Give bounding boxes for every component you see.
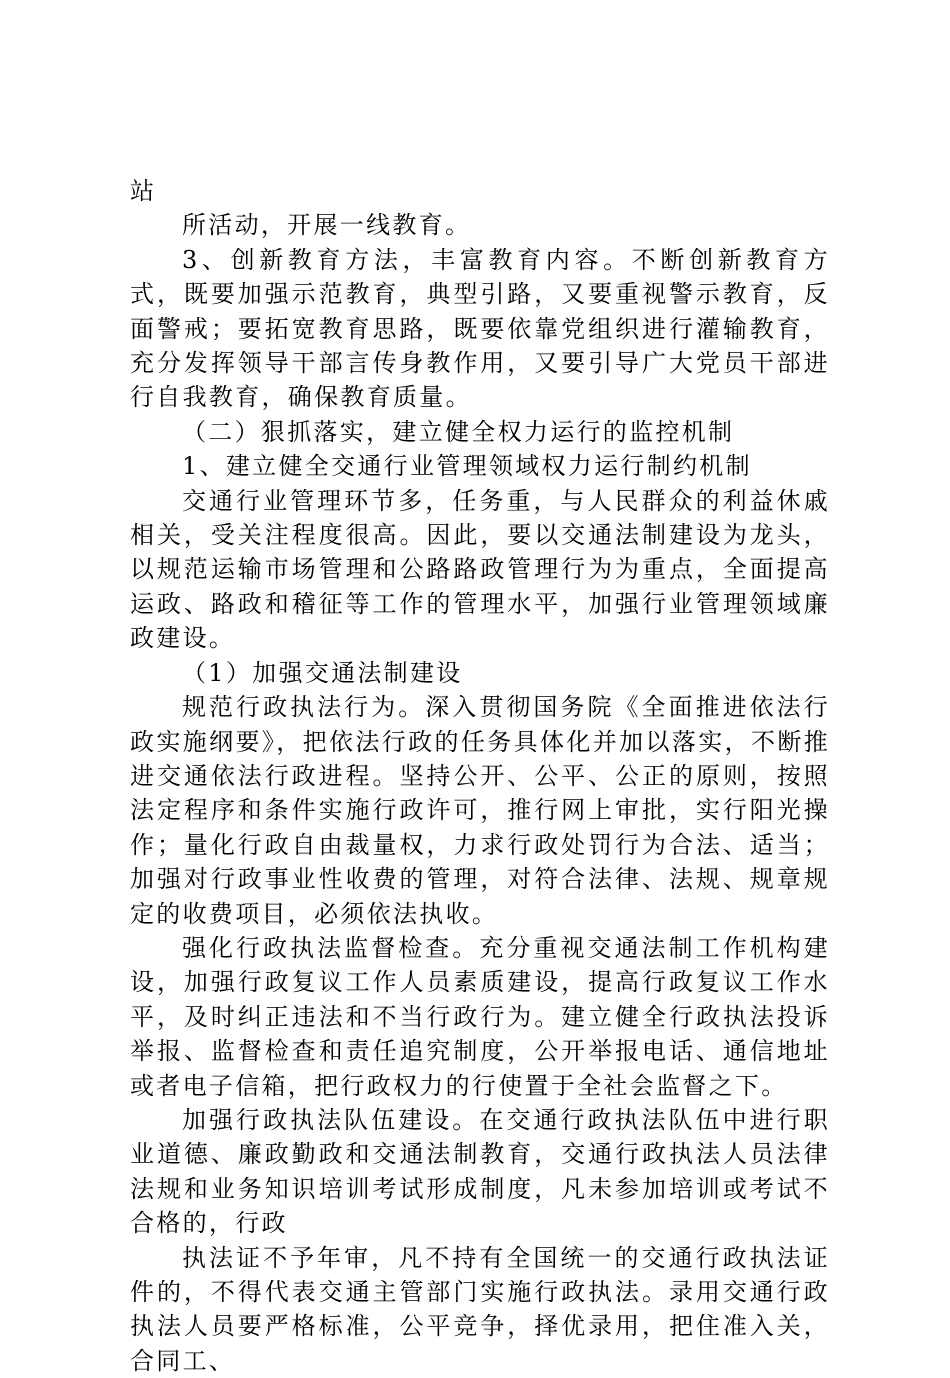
paragraph-continuation-fragment: 站 [130,177,157,205]
document-body [130,174,830,1378]
paragraph-standardize-enforcement: 规范行政执法行为。深入贯彻国务院《全面推进依法行政实施纲要》，把依法行政的任务具体化并加以落实，不断推进交通依法行政进程。坚持公开、公平、公正的原则，按照法定程序和条件实施行政许可，推行网上审批，实行阳光操作；量化行政自由裁量权，力求行政处罚行为合法、适当；加强对行政事业性收费的管理，对符合法律、法规、规章规定的收费项目，必须依法执收。 [130,693,830,928]
paragraph-strengthen-supervision: 强化行政执法监督检查。充分重视交通法制工作机构建设，加强行政复议工作人员素质建设，提高行政复议工作水平，及时纠正违法和不当行政行为。建立健全行政执法投诉举报、监督检查和责任追究制度，公开举报电话、通信地址或者电子信箱，把行政权力的行使置于全社会监督之下。 [130,933,830,1100]
paragraph-industry-management: 交通行业管理环节多，任务重，与人民群众的利益休戚相关，受关注程度很高。因此，要以交通法制建设为龙头，以规范运输市场管理和公路路政管理行为为重点，全面提高运政、路政和稽征等工作的管理水平，加强行业管理领域廉政建设。 [130,486,830,653]
subsection-heading-legal-construction: （1）加强交通法制建设 [182,658,463,687]
paragraph-continuation: 所活动，开展一线教育。 [182,211,472,240]
section-heading-supervision-mechanism: （二）狠抓落实，建立健全权力运行的监控机制 [182,417,735,446]
subsection-heading-restriction-mechanism: 1、建立健全交通行业管理领域权力运行制约机制 [182,452,752,481]
paragraph-certificate-review: 执法证不予年审，凡不持有全国统一的交通行政执法证件的，不得代表交通主管部门实施行政执法。录用交通行政执法人员要严格标准，公平竞争，择优录用，把住准入关，合同工、 [130,1243,830,1375]
paragraph-team-building: 加强行政执法队伍建设。在交通行政执法队伍中进行职业道德、廉政勤政和交通法制教育，交通行政执法人员法律法规和业务知识培训考试形成制度，凡未参加培训或考试不合格的，行政 [130,1105,830,1238]
paragraph-innovate-education: 3、创新教育方法，丰富教育内容。不断创新教育方式，既要加强示范教育，典型引路，又要重视警示教育，反面警戒；要拓宽教育思路，既要依靠党组织进行灌输教育，充分发挥领导干部言传身教作用，又要引导广大党员干部进行自我教育，确保教育质量。 [130,245,830,412]
